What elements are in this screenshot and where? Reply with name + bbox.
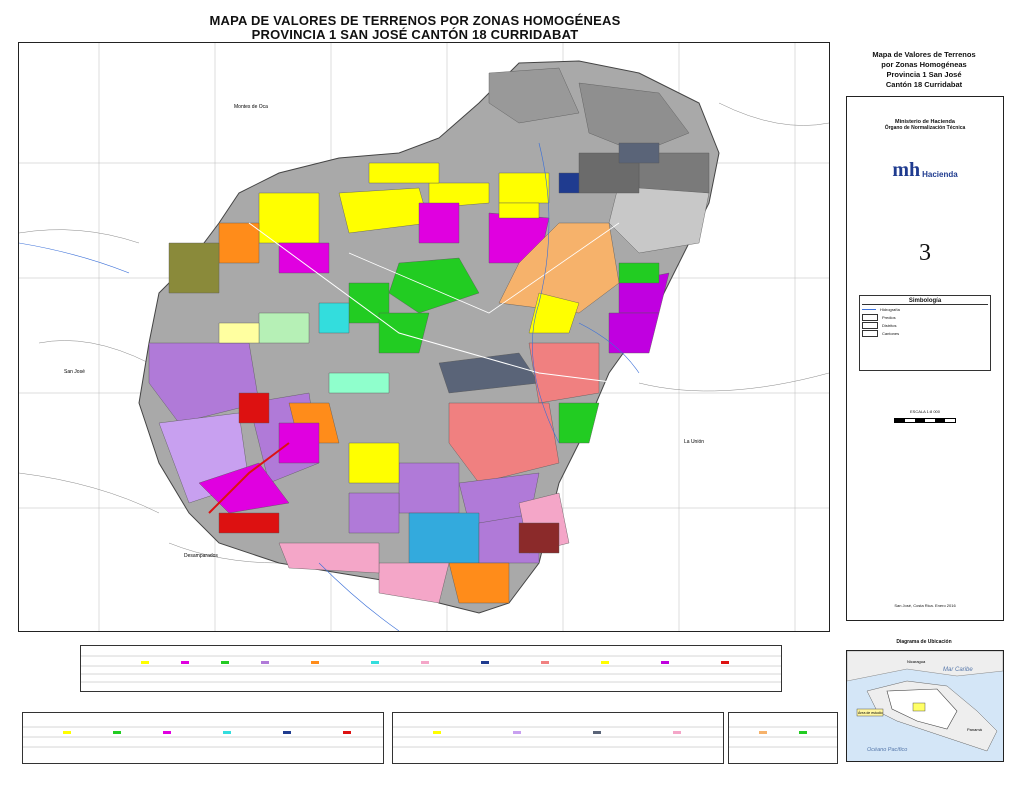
scale-label: ESCALA 1:8 000 xyxy=(909,409,941,414)
sea-caribe-label: Mar Caribe xyxy=(943,667,973,673)
place-desamparados: Desamparados xyxy=(184,553,218,559)
scale-bar xyxy=(894,418,956,423)
map-frame xyxy=(18,42,830,632)
legend-label: Predios xyxy=(882,314,896,320)
organ-name: Órgano de Normalización Técnica xyxy=(884,125,966,131)
legend-label: Cantones xyxy=(882,330,900,336)
map-title-line-1: MAPA DE VALORES DE TERRENOS POR ZONAS HOMOGÉNEAS xyxy=(209,13,621,28)
ministry-name: Ministerio de Hacienda xyxy=(895,119,955,125)
place-san-jose: San José xyxy=(64,369,85,375)
value-table-4 xyxy=(728,712,838,764)
panama-label: Panamá xyxy=(967,727,982,732)
nicaragua-label: Nicaragua xyxy=(907,659,926,664)
ocean-pacific-label: Océano Pacífico xyxy=(867,747,908,753)
legend-label: Distritos xyxy=(882,322,897,328)
map-title-line-2: PROVINCIA 1 SAN JOSÉ CANTÓN 18 CURRIDABAT xyxy=(251,27,579,42)
logo-word: Hacienda xyxy=(922,170,958,179)
value-table-2 xyxy=(22,712,384,764)
side-title-line: Mapa de Valores de Terrenos xyxy=(872,50,976,59)
side-panel xyxy=(846,96,1004,621)
legend-row-distritos xyxy=(862,321,988,329)
legend-row-predios xyxy=(862,313,988,321)
side-title-line: Cantón 18 Curridabat xyxy=(885,80,963,89)
legend-row-cantones xyxy=(862,329,988,337)
side-title xyxy=(846,50,1002,90)
value-table-3 xyxy=(392,712,724,764)
location-diagram[interactable] xyxy=(846,650,1004,762)
simbologia-box xyxy=(859,295,991,371)
legend-row-hidrografia xyxy=(862,305,988,313)
value-table-1 xyxy=(80,645,782,692)
map-date: San José, Costa Rica. Enero 2016 xyxy=(894,603,956,608)
location-diagram-title: Diagrama de Ubicación xyxy=(896,639,952,645)
sheet-number: 3 xyxy=(919,240,931,266)
place-montes-de-oca: Montes de Oca xyxy=(234,104,268,110)
hacienda-logo xyxy=(847,159,1003,182)
legend-label: Hidrografía xyxy=(880,306,900,312)
map-canvas[interactable] xyxy=(19,43,829,631)
inset-label: Área de estudio xyxy=(858,711,883,715)
simbologia-title: Simbología xyxy=(862,298,988,305)
place-la-union: La Unión xyxy=(684,439,705,445)
side-title-line: Provincia 1 San José xyxy=(886,70,962,79)
logo-mark: mh xyxy=(892,159,921,181)
side-title-line: por Zonas Homogéneas xyxy=(881,60,967,69)
